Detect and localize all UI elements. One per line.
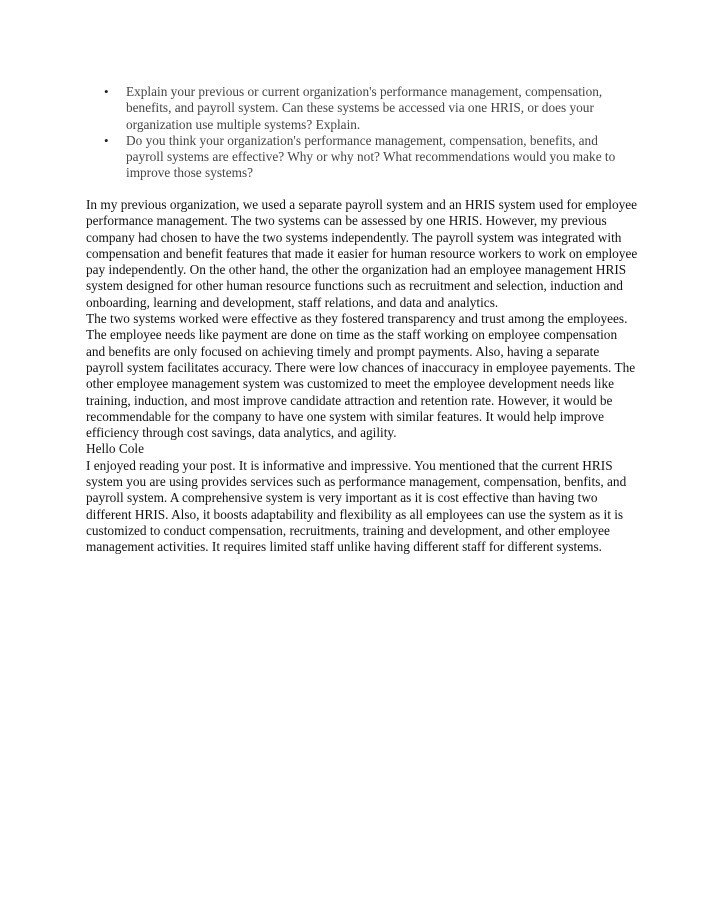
- question-item: [104, 84, 638, 133]
- question-item: [104, 132, 638, 182]
- paragraph: The two systems worked were effective as they fostered transparency and trust among the employees. The employee needs like payment are done on time as the staff working on employee compensation and benefits are only focused on achieving timely and prompt payments. Also, having a separate payroll system facilitates accuracy. There were low chances of inaccuracy in employee payements. The other employee management system was customized to meet the employee development needs like training, induction, and most improve candidate attraction and retention rate. However, it would be recommendable for the company to have one system with similar features. It would help improve efficiency through cost savings, data analytics, and agility.: [86, 311, 636, 441]
- question-list: [104, 84, 638, 182]
- paragraph: I enjoyed reading your post. It is informative and impressive. You mentioned that the current HRIS system you are using provides services such as performance management, compensation, benfits, and payroll system. A comprehensive system is very important as it is cost effective than having two different HRIS. Also, it boosts adaptability and flexibility as all employees can use the system as it is customized to conduct compensation, recruitments, training and development, and other employee management activities. It requires limited staff unlike having different staff for different systems.: [86, 457, 627, 555]
- question-text: Explain your previous or current organization's performance management, compensation, benefits, and payroll system. Can these systems be accessed via one HRIS, or does your organization use multiple systems? Explain.: [126, 84, 603, 132]
- bullet-icon: •: [104, 84, 109, 99]
- greeting: Hello Cole: [86, 441, 144, 457]
- bullet-icon: •: [104, 132, 109, 148]
- response-body: [86, 197, 638, 556]
- paragraph: In my previous organization, we used a separate payroll system and an HRIS system used for employee performance management. The two systems can be assessed by one HRIS. However, my previous company had chosen to have the two systems independently. The payroll system was integrated with compensation and benefit features that made it easier for human resource workers to work on employee pay independently. On the other hand, the other the organization had an employee management HRIS system designed for other human resource functions such as recruitment and selection, induction and onboarding, learning and development, staff relations, and data and analytics.: [86, 197, 638, 310]
- question-text: Do you think your organization's performance management, compensation, benefits, and payroll systems are effective? Why or why not? What recommendations would you make to improve those systems?: [126, 132, 616, 181]
